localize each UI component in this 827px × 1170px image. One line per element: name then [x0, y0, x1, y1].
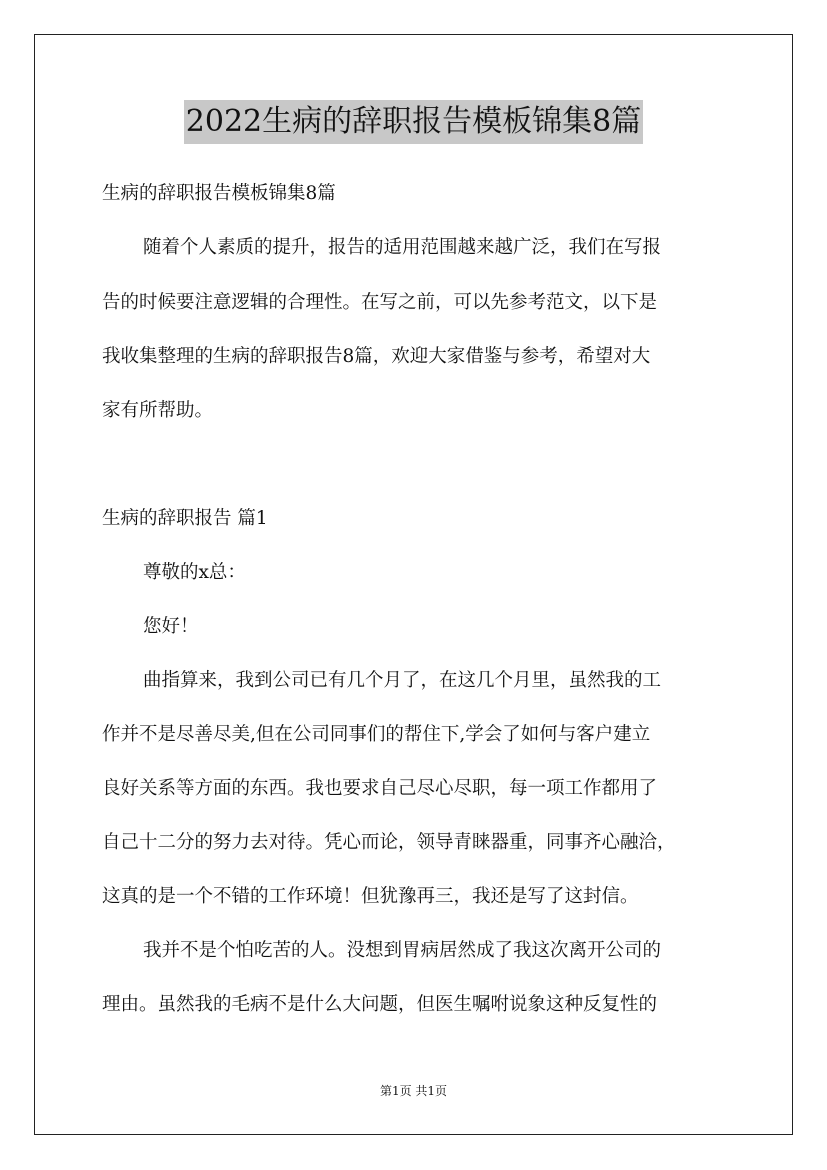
paragraph-line: 自己十二分的努力去对待。凭心而论，领导青睐器重，同事齐心融洽，	[102, 832, 676, 853]
title-container	[0, 100, 827, 144]
paragraph-line: 曲指算来，我到公司已有几个月了，在这几个月里，虽然我的工	[143, 670, 662, 691]
intro-line: 告的时候要注意逻辑的合理性。在写之前，可以先参考范文，以下是	[102, 292, 658, 313]
intro-line: 家有所帮助。	[102, 400, 214, 421]
section-heading: 生病的辞职报告 篇1	[102, 508, 268, 529]
intro-line: 我收集整理的生病的辞职报告8篇，欢迎大家借鉴与参考，希望对大	[102, 346, 651, 367]
document-title: 2022生病的辞职报告模板锦集8篇	[184, 100, 643, 144]
page-footer: 第1页 共1页	[379, 1084, 448, 1098]
paragraph-line: 我并不是个怕吃苦的人。没想到胃病居然成了我这次离开公司的	[143, 940, 662, 961]
greeting: 您好！	[143, 616, 199, 637]
document-subtitle: 生病的辞职报告模板锦集8篇	[102, 183, 336, 204]
salutation: 尊敬的x总：	[143, 562, 246, 583]
paragraph-line: 这真的是一个不错的工作环境！但犹豫再三，我还是写了这封信。	[102, 886, 639, 907]
paragraph-line: 良好关系等方面的东西。我也要求自己尽心尽职，每一项工作都用了	[102, 778, 658, 799]
paragraph-line: 作并不是尽善尽美,但在公司同事们的帮住下,学会了如何与客户建立	[102, 724, 651, 745]
intro-line: 随着个人素质的提升，报告的适用范围越来越广泛，我们在写报	[143, 237, 662, 258]
paragraph-line: 理由。虽然我的毛病不是什么大问题，但医生嘱咐说象这种反复性的	[102, 994, 658, 1015]
